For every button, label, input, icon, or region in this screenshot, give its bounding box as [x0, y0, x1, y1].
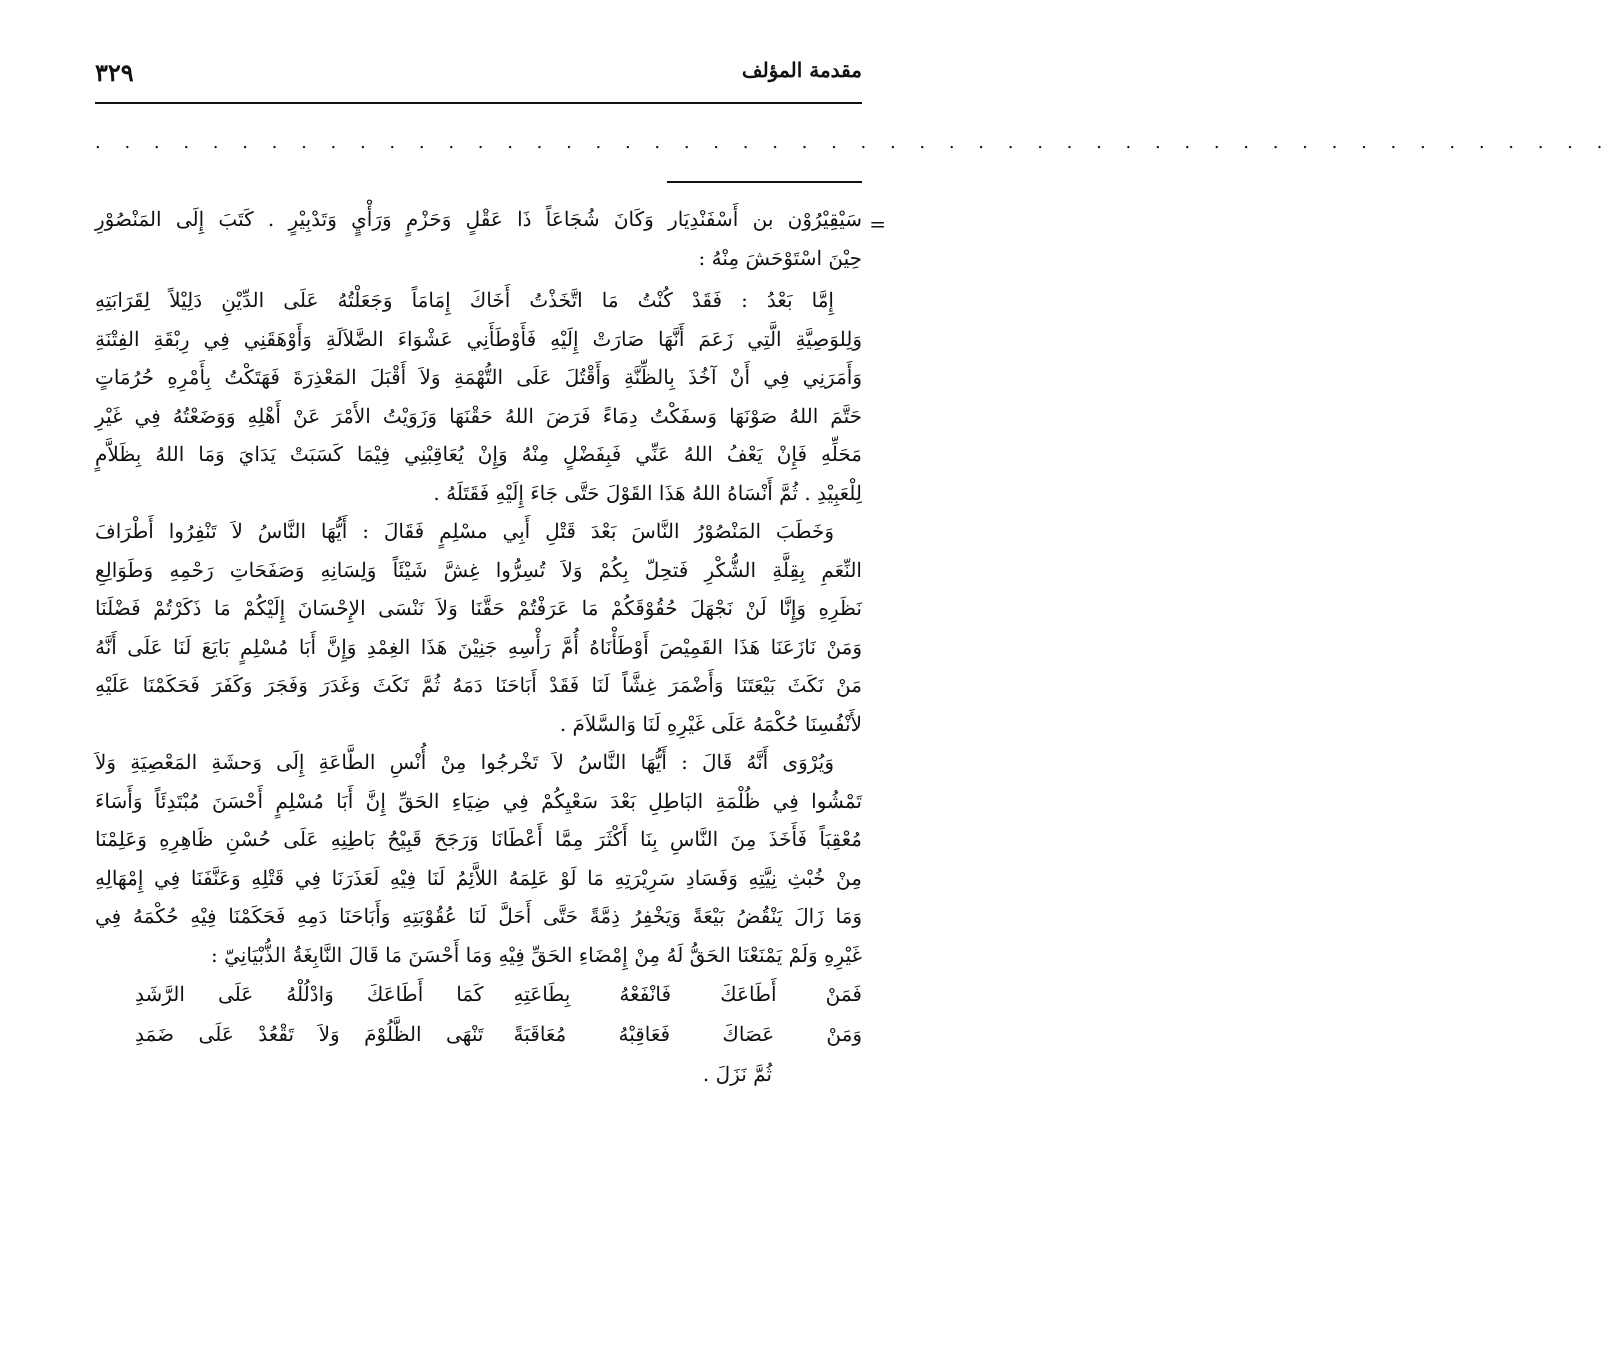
- paragraph: [95, 200, 862, 277]
- footnote-rule: [667, 181, 862, 183]
- text-line: لأَنْفُسِنَا حُكْمَهُ عَلَى غَيْرِهِ لَنَا وَالسَّلاَمَ .: [559, 711, 862, 736]
- text-line: النِّعَمِ بِقِلَّةِ الشُّكْرِ فَتحِلّ بِكُمْ وَلاَ تُسِرُّوا غِشَّ شَيْئَاً وَلِسَانِهِ وَصَفَحَاتِ رَحْمِهِ وَطَوَالِعِ: [95, 557, 862, 582]
- paragraph: [95, 743, 862, 974]
- text-line: سَيْقِيْرُوْن بن أَسْفَنْدِيَار وَكَانَ شُجَاعَاً ذَا عَقْلٍ وَحَزْمٍ وَرَأْيٍ وَتَدْبِيْرٍ . كَتَبَ إِلَى المَنْصُوْرِ: [95, 207, 862, 231]
- header-rule: [95, 102, 862, 104]
- text-line: وَلِلوَصِيَّةِ الَّتِي زَعَمَ أَنَّهَا صَارَتْ إِلَيْهِ فَأَوْطَأَنِي عَشْوَاءَ الضَّلاَلَةِ وَأَوْهَقَنِي فِي رِبْقَةِ الفِتْنَةِ: [95, 326, 862, 351]
- text-line: تَمْشُوا فِي ظُلْمَةِ البَاطِلِ بَعْدَ سَعْيِكُمْ فِي ضِيَاءِ الحَقِّ إِنَّ أَبَا مُسْلِمٍ أَحْسَنَ مُبْتَدِئَاً وَأَسَاءَ: [95, 788, 862, 813]
- text-line: لِلْعَبِيْدِ . ثُمَّ أَنْسَاهُ اللهُ هَذَا القَوْلَ حَتَّى جَاءَ إِلَيْهِ فَقَتَلَهُ .: [433, 480, 862, 505]
- text-line: وَيُرْوَى أَنَّهُ قَالَ : أَيُّهَا النَّاسُ لاَ تَخْرجُوا مِنْ أُنْسِ الطَّاعَةِ إِلَى وَحشَةِ المَعْصِيَةِ وَلاَ: [95, 750, 834, 774]
- text-line: وَمَا زَالَ يَنْقُضُ بَيْعَةً وَيَخْفِرُ ذِمَّةً حَتَّى أَحَلَّ لَنَا عُقُوْبَتِهِ وَأَبَاحَنَا دَمِهِ فَحَكَمْنَا فِيْهِ حُكْمَهُ فِي: [95, 904, 862, 928]
- text-line: مَحَلِّهِ فَإِنْ يَعْفُ اللهُ عَنِّي فَبِفَضْلٍ مِنْهُ وَإِنْ يُعَاقِبْنِي فِيْمَا كَسَبَتْ يَدَايَ وَمَا اللهُ بِظَلاَّمٍ: [95, 442, 862, 466]
- text-line: إِمَّا بَعْدُ : فَقَدْ كُنْتُ مَا اتَّخَذْتُ أَخَاكَ إِمَامَاً وَجَعَلْتُهُ عَلَى الدِّيْنِ دَلِيْلاً لِقَرَابَتِهِ: [95, 288, 834, 312]
- verse-first-hemistich: وَمَنْ عَصَاكَ فَعَاقِبْهُ مُعَاقَبَةً: [513, 1022, 862, 1046]
- text-line: مِنْ خُبْثِ نِيَّتِهِ وَفَسَادِ سَرِيْرَتِهِ مَا لَوْ عَلِمَهُ اللاَّئِمُ لَنَا فِيْهِ لَعَذَرَنَا فِي قَتْلِهِ وَعَنَّفَنَا فِي إِمْهَالِهِ: [95, 865, 862, 890]
- text-line: غَيْرِهِ وَلَمْ يَمْنَعْنَا الحَقُّ لَهُ مِنْ إِمْضَاءِ الحَقِّ فِيْهِ وَمَا أَحْسَنَ مَا قَالَ النَّابِغَةُ الذُّبْيَانِيّ :: [210, 942, 862, 967]
- text-line: حِيْنَ اسْتَوْحَشَ مِنْهُ :: [698, 245, 862, 270]
- body-text: [95, 200, 862, 1094]
- text-line: حَتَّمَ اللهُ صَوْنَهَا وَسفَكْتُ دِمَاءً فَرَضَ اللهُ حَقْنَهَا وَزَوَيْتُ الأَمْرَ عَنْ أَهْلِهِ وَوَضَعْتُهُ فِي غَيْرِ: [95, 403, 862, 428]
- verse-second-hemistich: كَمَا أَطَاعَكَ وَادْلُلْهُ عَلَى الرَّشَدِ: [135, 982, 484, 1006]
- poem: [95, 974, 862, 1054]
- verse-second-hemistich: تَنْهَى الظَّلُوْمَ وَلاَ تَقْعُدْ عَلَى ضَمَدِ: [135, 1022, 484, 1046]
- running-header-title: مقدمة المؤلف: [741, 58, 862, 82]
- poem-verse: [95, 1014, 862, 1054]
- page-number: ٣٢٩: [95, 58, 134, 87]
- text-line: مَنْ نَكَثَ بَيْعَتَنَا وَأَضْمَرَ غِشَّاً لَنَا فَقَدْ أَبَاحَنَا دَمَهُ ثُمَّ نَكَثَ وَغَدَرَ وَفَجَرَ وَكَفَرَ فَحَكَمْنَا عَلَيْهِ: [95, 673, 862, 697]
- text-line: وَأَمَرَنِي فِي أَنْ آخُذَ بِالظِّنَّةِ وَأَقْتُلَ عَلَى التُّهْمَةِ وَلاَ أَقْبَلَ المَعْذِرَةَ فَهَتَكْتُ بِأَمْرِهِ حُرُمَاتٍ: [95, 365, 862, 389]
- paragraph: [95, 281, 862, 512]
- closing-line: ثُمَّ نَزَلَ .: [702, 1062, 772, 1086]
- text-line: وَمَنْ نَازَعَنَا هَذَا القَمِيْصَ أَوْطَأْنَاهُ أُمَّ رَأْسِهِ جَنِيْنَ هَذَا الغِمْدِ وَإِنَّ أَبَا مُسْلِمٍ بَايَعَ لَنَا عَلَى أَنَّهُ: [95, 634, 862, 659]
- footnote-continuation-mark: =: [869, 212, 886, 236]
- text-line: وَخَطَبَ المَنْصُوْرُ النَّاسَ بَعْدَ قَتْلِ أَبِي مسْلِمٍ فَقَالَ : أَيُّهَا النَّاسُ لاَ تَنْفِرُوا أَطْرَافَ: [95, 519, 834, 543]
- verse-first-hemistich: فَمَنْ أَطَاعَكَ فَانْفَعْهُ بِطَاعَتِهِ: [513, 982, 862, 1006]
- poem-verse: [95, 974, 862, 1014]
- text-line: نَظَرِهِ وَإِنَّا لَنْ نَجْهَلَ حُقُوْقَكُمْ مَا عَرَفْتُمْ حَقَّنَا وَلاَ نَنْسَى الإِحْسَانَ إِلَيْكُمْ مَا ذَكَرْتُمْ فَضْلَنَا: [95, 596, 862, 620]
- separator-dots: . . . . . . . . . . . . . . . . . . . . . . . . . . . . . . . . . . . . . . . . . . . . . . . . . . . .: [95, 132, 1611, 153]
- text-line: مُعْقِبَاً فَأَخَذَ مِنَ النَّاسِ بِنَا أَكْثَرَ مِمَّا أَعْطَانَا وَرَجَحَ قَبِيْحُ بَاطِنِهِ عَلَى حُسْنِ ظَاهِرِهِ وَعَلِمْنَا: [95, 827, 863, 851]
- paragraph: [95, 512, 862, 743]
